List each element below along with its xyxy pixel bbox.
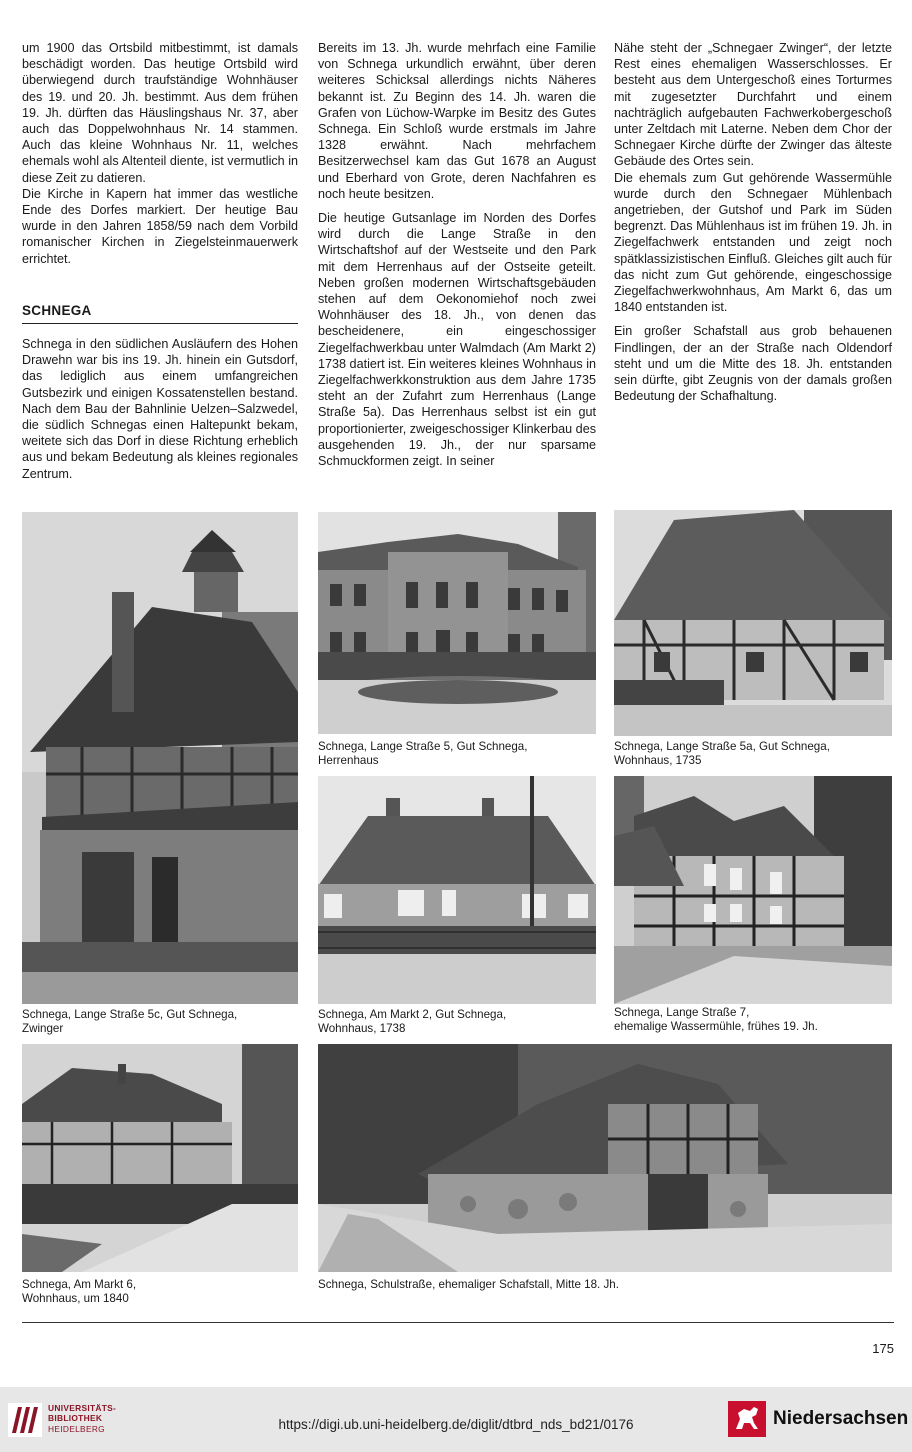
text-column-1-continued	[22, 336, 298, 482]
caption-wohnhaus-1735: Schnega, Lange Straße 5a, Gut Schnega, Wohnhaus, 1735	[614, 740, 830, 767]
paragraph: Die ehemals zum Gut gehörende Wassermühle wurde durch den Schnegaer Mühlenbach angetrieben, der Gutshof und Park im Süden begrenzt. Das Mühlenhaus ist im frühen 19. Jh. in Ziegelfachwerk entstanden und zeigt noch spätklassizistischen Einfluß. Gleiches gilt auch für das nicht zum Gut gehörende, eingeschossige Ziegelfachwerkwohnhaus, Am Markt 6, das um 1840 entstanden ist.	[614, 170, 892, 315]
photo-wohnhaus-1735	[614, 510, 892, 736]
text-column-3	[614, 40, 892, 404]
bottom-rule	[22, 1322, 894, 1323]
caption-wassermuehle: Schnega, Lange Straße 7, ehemalige Wassermühle, frühes 19. Jh.	[614, 1006, 818, 1033]
paragraph: Bereits im 13. Jh. wurde mehrfach eine Familie von Schnega urkundlich erwähnt, über deren weiteres Schicksal allerdings nichts Näheres bekannt ist. Zu Beginn des 14. Jh. waren die Grafen von Lüchow-Warpke im Besitz des Gutes Schnega. Ein Schloß wurde erstmals im Jahre 1328 erwähnt. Nach mehrfachem Besitzerwechsel kam das Gut 1678 an August und Eberhard von Grote, deren Nachfahren es noch heute besitzen.	[318, 41, 596, 201]
photo-wassermuehle	[614, 776, 892, 1004]
photo-am-markt-6	[22, 1044, 298, 1272]
university-library-name[interactable]: UNIVERSITÄTS- BIBLIOTHEK HEIDELBERG	[48, 1403, 117, 1434]
paragraph: Die heutige Gutsanlage im Norden des Dorfes wird durch die Lange Straße in den Wirtschaftshof auf der Westseite und den Park mit dem Herrenhaus auf der Ostseite geteilt. Neben großen modernen Wirtschaftsgebäuden stehen auf dem Oekonomiehof noch zwei Wohnhäuser des 18. Jh., von denen das bescheidenere, ein eingeschossiger Ziegelfachwerkbau unter Walmdach (Am Markt 2) 1738 datiert ist. Ein weiteres kleines Wohnhaus in Ziegelfachwerkkonstruktion aus dem Jahre 1735 steht an der Zufahrt zum Herrenhaus (Lange Straße 5a). Das Herrenhaus selbst ist ein gut proportionierter, zweigeschossiger Klinkerbau des ausgehenden 19. Jh., der nur sparsame Schmuckformen zeigt. In seiner	[318, 211, 596, 469]
photo-wohnhaus-1738	[318, 776, 596, 1004]
paragraph: Schnega in den südlichen Ausläufern des Hohen Drawehn war bis ins 19. Jh. hinein ein Gutsdorf, das lediglich aus einem umfangreichen Gutsbezirk und einigen Kossatenstellen bestand. Nach dem Bau der Bahnlinie Uelzen–Salzwedel, die südlich Schnegas einen Haltepunkt bekam, weitete sich das Dorf in diese Richtung erheblich aus und bekam Bedeutung als kleines regionales Zentrum.	[22, 337, 298, 481]
photo-schafstall	[318, 1044, 892, 1272]
text-column-1	[22, 40, 298, 267]
source-url-link[interactable]: https://digi.ub.uni-heidelberg.de/diglit/dtbrd_nds_bd21/0176	[278, 1417, 634, 1432]
paragraph: Die Kirche in Kapern hat immer das westliche Ende des Dorfes markiert. Der heutige Bau wurde in den Jahren 1858/59 nach dem Vorbild romanischer Kirchen in Ziegelsteinmauerwerk errichtet.	[22, 186, 298, 266]
section-heading-schnega: SCHNEGA	[22, 303, 298, 324]
niedersachsen-horse-icon[interactable]	[728, 1401, 766, 1437]
paragraph: Nähe steht der „Schnegaer Zwinger“, der letzte Rest eines ehemaligen Wasserschlosses. Er besteht aus dem Untergeschoß eines Torturmes mit zugesetzter Durchfahrt und einem nachträglich aufgebauten Fachwerkobergeschoß unter Zeltdach mit Laterne. Neben dem Chor der Schnegaer Kirche dürfte der Zwinger das älteste Gebäude des Ortes sein.	[614, 41, 892, 169]
page-number: 175	[872, 1341, 894, 1356]
caption-zwinger: Schnega, Lange Straße 5c, Gut Schnega, Zwinger	[22, 1008, 238, 1035]
caption-am-markt-6: Schnega, Am Markt 6, Wohnhaus, um 1840	[22, 1278, 137, 1305]
photo-zwinger	[22, 512, 298, 1004]
caption-herrenhaus: Schnega, Lange Straße 5, Gut Schnega, Herrenhaus	[318, 740, 528, 767]
paragraph: um 1900 das Ortsbild mitbestimmt, ist damals beschädigt worden. Das heutige Ortsbild wird überwiegend durch traufständige Wohnhäuser des 19. und 20. Jh. bestimmt. Aus dem frühen 19. Jh. dürften das Häuslingshaus Nr. 37, aber auch das Doppelwohnhaus Nr. 14 stammen. Auch das kleine Wohnhaus Nr. 11, welches ehemals wohl als Altenteil diente, ist vermutlich in diese Zeit zu datieren.	[22, 41, 298, 185]
paragraph: Ein großer Schafstall aus grob behauenen Findlingen, der an der Straße nach Oldendorf steht und um die Mitte des 18. Jh. entstanden sein dürfte, gibt Zeugnis von der damals großen Bedeutung der Schafhaltung.	[614, 324, 892, 404]
photo-herrenhaus	[318, 512, 596, 734]
footer-bar	[0, 1387, 912, 1452]
caption-wohnhaus-1738: Schnega, Am Markt 2, Gut Schnega, Wohnhaus, 1738	[318, 1008, 507, 1035]
caption-schafstall: Schnega, Schulstraße, ehemaliger Schafstall, Mitte 18. Jh.	[318, 1278, 619, 1291]
state-name[interactable]: Niedersachsen	[773, 1408, 909, 1429]
text-column-2	[318, 40, 596, 469]
